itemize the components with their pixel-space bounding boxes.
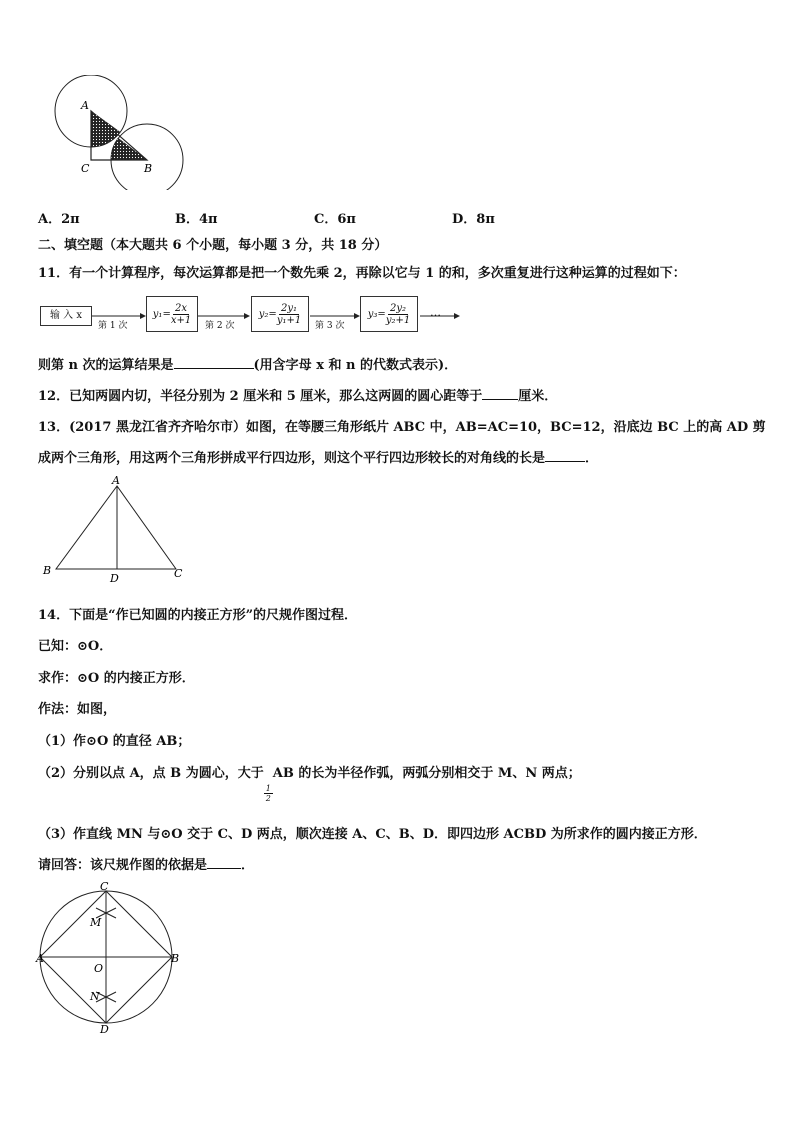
q12-answer-blank[interactable] (482, 387, 518, 400)
flow-input-label: 输 入 x (50, 310, 82, 321)
box3-num: 2y₂ (390, 302, 407, 314)
q13-figure (38, 474, 198, 586)
label-a-14: A (36, 952, 44, 965)
option-a: A．2π (38, 212, 80, 227)
q14-intro: 14．下面是“作已知圆的内接正方形”的尺规作图过程． (38, 608, 358, 623)
label-d-14: D (100, 1023, 109, 1035)
q13-answer-blank[interactable] (545, 449, 585, 462)
label-c-14: C (100, 880, 109, 893)
q14-suffix: ． (241, 858, 255, 873)
q14-step1: （1）作⊙O 的直径 AB； (38, 734, 191, 749)
box3-fraction (386, 303, 410, 326)
label-b-13: B (43, 564, 52, 577)
option-b: B．4π (175, 212, 218, 227)
section-title: 二、填空题（本大题共 6 个小题，每小题 3 分，共 18 分） (38, 238, 388, 253)
q14-figure (34, 880, 184, 1035)
q11-answer-suffix: (用含字母 x 和 n 的代数式表示)． (253, 358, 458, 373)
flow-step1-label: 第 1 次 (98, 321, 128, 331)
flow-step3-label: 第 3 次 (315, 321, 345, 331)
label-a-13: A (112, 474, 120, 487)
q10-figure (50, 75, 190, 190)
flow-input-box (40, 306, 92, 326)
q14-known: 已知：⊙O． (38, 639, 113, 654)
q12-line (38, 385, 557, 404)
q13-suffix: ． (585, 451, 599, 466)
box3-den: y₂+1 (385, 314, 411, 326)
box1-fraction (171, 303, 191, 326)
box2-lhs: y₂= (258, 308, 277, 320)
q11-answer-blank[interactable] (174, 356, 254, 369)
label-n-14: N (90, 990, 100, 1003)
box1-den: x+1 (170, 314, 192, 326)
q14-required: 求作：⊙O 的内接正方形． (38, 671, 195, 686)
q14-step2 (38, 762, 581, 803)
label-b: B (144, 162, 153, 175)
label-m-14: M (90, 916, 102, 929)
q14-frac-den: 2 (265, 794, 271, 803)
q11-answer-prefix: 则第 n 次的运算结果是 (38, 358, 174, 373)
flow-step2-label: 第 2 次 (205, 321, 235, 331)
flow-ellipsis: … (430, 306, 441, 319)
q14-question: 请回答：该尺规作图的依据是 (38, 858, 208, 873)
q14-answer-blank[interactable] (207, 856, 241, 869)
q14-step3: （3）作直线 MN 与⊙O 交于 C、D 两点，顺次连接 A、C、B、D．即四边形 ACBD 为所求作的圆内接正方形． (38, 827, 707, 842)
box3-lhs: y₃= (367, 308, 386, 320)
flow-box1 (146, 296, 198, 332)
box2-fraction (277, 303, 301, 326)
box1-num: 2x (175, 302, 188, 314)
q11-answer-line (38, 354, 457, 373)
q14-frac-num: 1 (265, 784, 271, 793)
label-b-14: B (171, 952, 180, 965)
q12-suffix: 厘米． (518, 389, 558, 404)
q13-text2: 成两个三角形，用这两个三角形拼成平行四边形，则这个平行四边形较长的对角线的长是 (38, 451, 546, 466)
label-c: C (81, 162, 90, 175)
q13-line1: 13．(2017 黑龙江省齐齐哈尔市）如图，在等腰三角形纸片 ABC 中，AB=AC=10，BC=12，沿底边 BC 上的高 AD 剪 (38, 420, 766, 435)
option-c: C．6π (314, 212, 356, 227)
q13-line2 (38, 447, 598, 466)
box2-num: 2y₁ (281, 302, 298, 314)
triangle-abc-13 (56, 486, 176, 569)
label-a: A (81, 99, 89, 112)
q14-step2-fraction (264, 784, 273, 803)
label-d-13: D (110, 572, 119, 585)
label-c-13: C (174, 567, 183, 580)
box1-lhs: y₁= (152, 308, 171, 320)
q14-step2-a: （2）分别以点 A，点 B 为圆心，大于 (38, 766, 264, 781)
flow-box2 (251, 296, 309, 332)
label-o-14: O (94, 962, 104, 975)
q14-question-line (38, 854, 254, 873)
q12-text: 12．已知两圆内切，半径分别为 2 厘米和 5 厘米，那么这两圆的圆心距等于 (38, 389, 483, 404)
box2-den: y₁+1 (276, 314, 302, 326)
q14-step2-b: AB 的长为半径作弧，两弧分别相交于 M、N 两点； (272, 766, 581, 781)
flow-box3 (360, 296, 418, 332)
option-d: D．8π (452, 212, 495, 227)
sector-b-shaded (111, 138, 147, 160)
q14-method: 作法：如图， (38, 702, 117, 717)
q11-text: 11．有一个计算程序，每次运算都是把一个数先乘 2，再除以它与 1 的和，多次重复进行这种运算的过程如下： (38, 266, 686, 281)
